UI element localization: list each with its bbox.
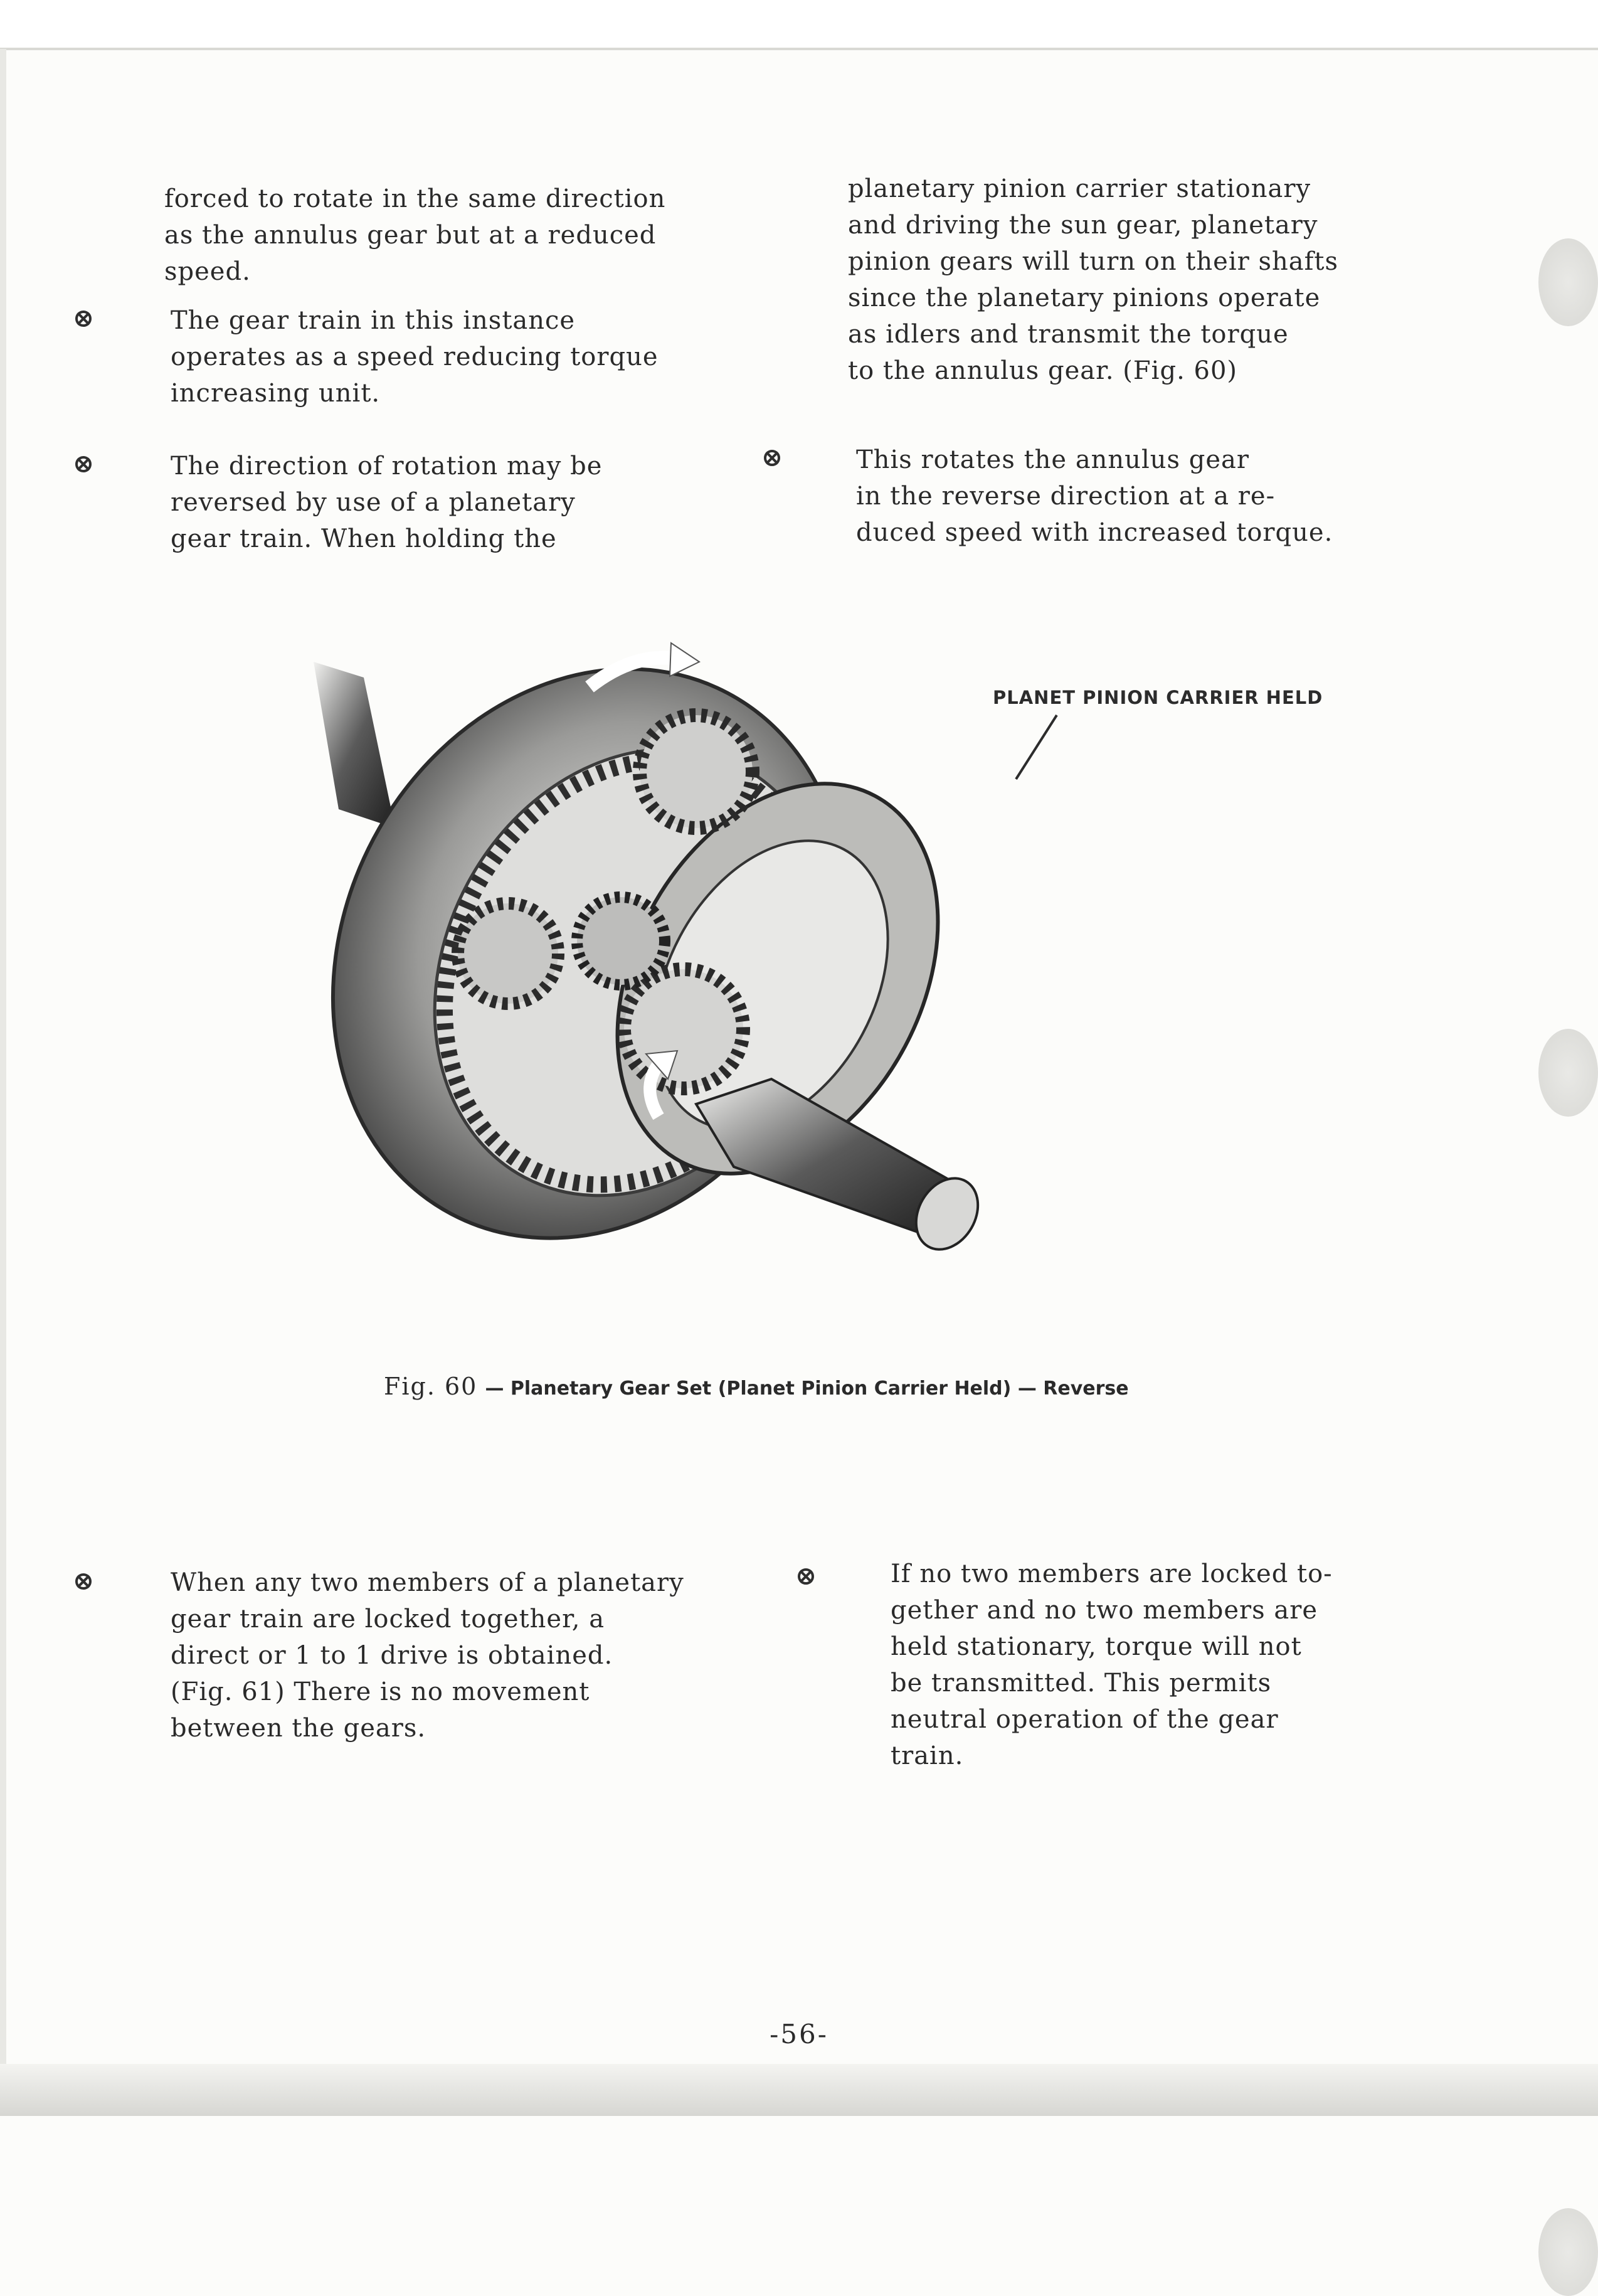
bullet-icon [75, 1573, 92, 1590]
text-line: to the annulus gear. (Fig. 60) [848, 356, 1237, 385]
text-line: gether and no two members are [891, 1596, 1318, 1625]
bullet-icon [75, 456, 92, 472]
page-top-margin [0, 0, 1598, 49]
text-line: gear train are locked together, a [171, 1605, 605, 1634]
punch-hole-middle [1538, 1029, 1598, 1117]
text-line: as idlers and transmit the torque [848, 320, 1289, 349]
text-line: between the gears. [171, 1714, 426, 1743]
page-left-edge [0, 49, 6, 2116]
input-shaft [314, 662, 395, 828]
text-line: held stationary, torque will not [891, 1632, 1302, 1661]
text-line: be transmitted. This permits [891, 1669, 1272, 1698]
right-bullet-paragraph-1 [856, 442, 1333, 551]
punch-hole-top [1538, 238, 1598, 326]
text-line: direct or 1 to 1 drive is obtained. [171, 1641, 613, 1670]
right-continuation-paragraph [848, 171, 1338, 389]
text-line: since the planetary pinions operate [848, 284, 1321, 312]
left-bullet-paragraph-2 [171, 448, 602, 557]
text-line: in the reverse direction at a re- [856, 482, 1276, 511]
callout-leader-line [1016, 715, 1057, 779]
planet-pinion-gear [640, 715, 753, 828]
page-top-edge [0, 48, 1598, 50]
left-bullet-paragraph-1 [171, 302, 659, 412]
sun-gear [577, 897, 665, 985]
bottom-right-bullet-paragraph [891, 1556, 1333, 1774]
text-line: train. [891, 1741, 964, 1770]
figure-callout-label: PLANET PINION CARRIER HELD [993, 687, 1323, 708]
planet-pinion-gear [624, 969, 743, 1088]
text-line: gear train. When holding the [171, 524, 557, 553]
text-line: (Fig. 61) There is no movement [171, 1677, 590, 1706]
text-line: reversed by use of a planetary [171, 488, 576, 517]
bottom-left-bullet-paragraph [171, 1565, 684, 1746]
text-line: The gear train in this instance [171, 306, 576, 335]
text-line: duced speed with increased torque. [856, 518, 1333, 547]
text-line: increasing unit. [171, 379, 381, 408]
planetary-gear-set-illustration [295, 602, 1110, 1386]
text-line: The direction of rotation may be [171, 452, 603, 481]
text-line: speed. [164, 257, 251, 286]
left-continuation-paragraph [164, 181, 665, 290]
text-line: planetary pinion carrier stationary [848, 174, 1311, 203]
bullet-icon [798, 1568, 814, 1585]
figure-caption [384, 1373, 1129, 1400]
text-line: forced to rotate in the same direction [164, 184, 666, 213]
text-line: When any two members of a planetary [171, 1568, 684, 1597]
text-line: and driving the sun gear, planetary [848, 211, 1318, 240]
page-bottom-shadow [0, 2064, 1598, 2116]
figure-caption-title: — Planetary Gear Set (Planet Pinion Carrier Held) — Reverse [485, 1378, 1129, 1400]
text-line: as the annulus gear but at a reduced [164, 221, 657, 250]
text-line: operates as a speed reducing torque [171, 343, 659, 371]
bullet-icon [764, 450, 780, 466]
arrow-head [670, 643, 699, 676]
page-number: -56- [770, 2019, 828, 2049]
bullet-icon [75, 311, 92, 327]
text-line: This rotates the annulus gear [856, 445, 1249, 474]
text-line: neutral operation of the gear [891, 1705, 1279, 1734]
text-line: If no two members are locked to- [891, 1560, 1333, 1588]
punch-hole-bottom [1538, 2208, 1598, 2296]
text-line: pinion gears will turn on their shafts [848, 247, 1339, 276]
planet-pinion-gear [458, 903, 558, 1004]
figure-caption-number: Fig. 60 [384, 1373, 478, 1400]
